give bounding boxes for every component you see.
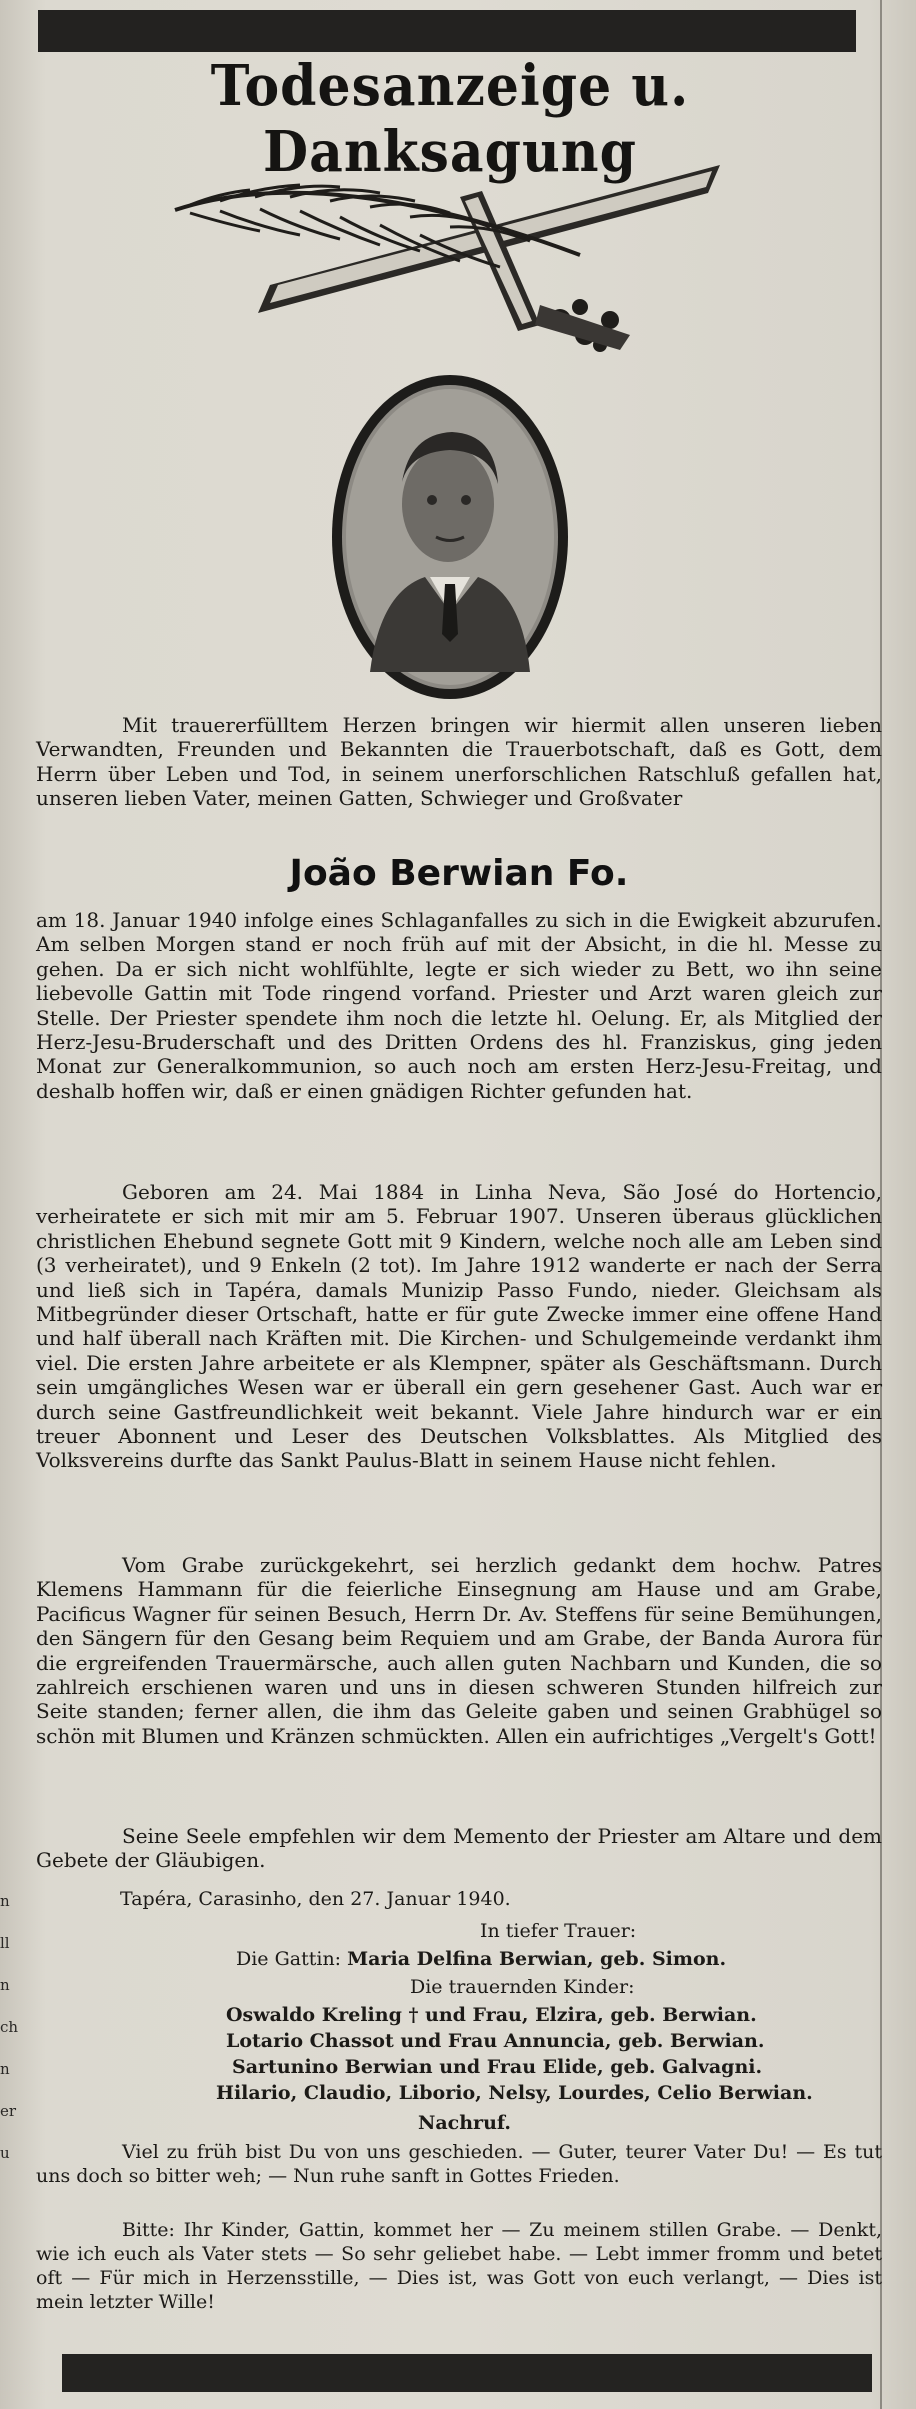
widow-line (236, 1948, 726, 1970)
margin-fragment: ll (0, 1934, 10, 1952)
cross-palm-ornament (160, 135, 720, 365)
bottom-black-rule (62, 2354, 872, 2392)
place-date: Tapéra, Carasinho, den 27. Januar 1940. (120, 1888, 511, 1910)
children-line: Lotario Chassot und Frau Annuncia, geb. Berwian. (226, 2030, 765, 2052)
children-line: Sartunino Berwian und Frau Elide, geb. Galvagni. (232, 2056, 763, 2078)
children-label: Die trauernden Kinder: (410, 1976, 635, 1998)
mourning-label: In tiefer Trauer: (480, 1920, 637, 1942)
nachruf-verse: Viel zu früh bist Du von uns geschieden. — Guter, teurer Vater Du! — Es tut uns doch so bitter weh; — Nun ruhe sanft in Gottes Frieden. (36, 2141, 882, 2187)
margin-fragment: u (0, 2144, 10, 2162)
children-line: Oswaldo Kreling † und Frau, Elzira, geb. Berwian. (226, 2004, 757, 2026)
children-line: Hilario, Claudio, Liborio, Nelsy, Lourdes, Celio Berwian. (216, 2082, 813, 2104)
deceased-name: João Berwian Fo. (289, 853, 629, 894)
widow-label: Die Gattin: (236, 1948, 342, 1970)
paragraph-thanks: Vom Grabe zurückgekehrt, sei herzlich gedankt dem hochw. Patres Klemens Hammann für die feierliche Einsegnung am Hause und am Grabe, Pacificus Wagner für seinen Besuch, Herrn Dr. Av. Steffens für seine Bemühungen, den Sängern für den Gesang beim Requiem und am Grabe, der Banda Aurora für die ergreifenden Trauermärsche, auch allen guten Nachbarn und Kunden, die so zahlreich erschienen waren und uns in diesen schweren Stunden hilfreich zur Seite standen; ferner allen, die ihm das Geleite gaben und seinen Grabhügel so schön mit Blumen und Kränzen schmückten. Allen ein aufrichtiges „Vergelt's Gott! (36, 1553, 882, 1748)
paragraph-prayer: Seine Seele empfehlen wir dem Memento der Priester am Altare und dem Gebete der Gläubigen. (36, 1824, 882, 1873)
margin-fragment: n (0, 2060, 10, 2078)
margin-fragment: n (0, 1892, 10, 1910)
nachruf-request: Bitte: Ihr Kinder, Gattin, kommet her — Zu meinem stillen Grabe. — Denkt, wie ich euch als Vater stets — So sehr geliebet habe. — Lebt immer fromm und betet oft — Für mich in Herzensstille, — Dies ist, was Gott von euch verlangt, — Dies ist mein letzter Wille! (36, 2219, 882, 2313)
intro-paragraph: Mit trauererfülltem Herzen bringen wir hiermit allen unseren lieben Verwandten, Freunden und Bekannten die Trauerbotschaft, daß es Gott, dem Herrn über Leben und Tod, in seinem unerforschlichen Ratschluß gefallen hat, unseren lieben Vater, meinen Gatten, Schwieger und Großvater (36, 713, 882, 811)
widow-name: Maria Delfina Berwian, geb. Simon. (347, 1948, 727, 1970)
portrait-photo (330, 372, 570, 702)
paragraph-death-account: am 18. Januar 1940 infolge eines Schlaganfalles zu sich in die Ewigkeit abzurufen. Am selben Morgen stand er noch früh auf mit der Absicht, in die hl. Messe zu gehen. Da er sich nicht wohlfühlte, legte er sich wieder zu Bett, wo ihn seine liebevolle Gattin mit Tode ringend vorfand. Priester und Arzt waren gleich zur Stelle. Der Priester spendete ihm noch die letzte hl. Oelung. Er, als Mitglied der Herz-Jesu-Bruderschaft und des Dritten Ordens des hl. Franziskus, ging jeden Monat zur Generalkommunion, so auch noch am ersten Herz-Jesu-Freitag, und deshalb hoffen wir, daß er einen gnädigen Richter gefunden hat. (36, 908, 882, 1103)
nachruf-title: Nachruf. (418, 2112, 511, 2134)
margin-fragment: er (0, 2102, 17, 2120)
adjacent-column-fragments (0, 1880, 22, 2330)
top-black-rule (38, 10, 856, 52)
paragraph-biography: Geboren am 24. Mai 1884 in Linha Neva, São José do Hortencio, verheiratete er sich mit mir am 5. Februar 1907. Unseren überaus glücklichen christlichen Ehebund segnete Gott mit 9 Kindern, welche noch alle am Leben sind (3 verheiratet), und 9 Enkeln (2 tot). Im Jahre 1912 wanderte er nach der Serra und ließ sich in Tapéra, damals Munizip Passo Fundo, nieder. Gleichsam als Mitbegründer dieser Ortschaft, hatte er für gute Zwecke immer eine offene Hand und half überall nach Kräften mit. Die Kirchen- und Schulgemeinde verdankt ihm viel. Die ersten Jahre arbeitete er als Klempner, später als Geschäftsmann. Durch sein umgängliches Wesen war er überall ein gern gesehener Gast. Auch war er durch seine Gastfreundlichkeit weit bekannt. Viele Jahre hindurch war er ein treuer Abonnent und Leser des Deutschen Volksblattes. Als Mitglied des Volksvereins durfte das Sankt Paulus-Blatt in seinem Hause nicht fehlen. (36, 1180, 882, 1473)
headline: Todesanzeige u. Danksagung (210, 53, 690, 185)
flower-bouquet-icon (535, 299, 630, 352)
margin-fragment: n (0, 1976, 10, 1994)
margin-fragment: ch (0, 2018, 19, 2036)
